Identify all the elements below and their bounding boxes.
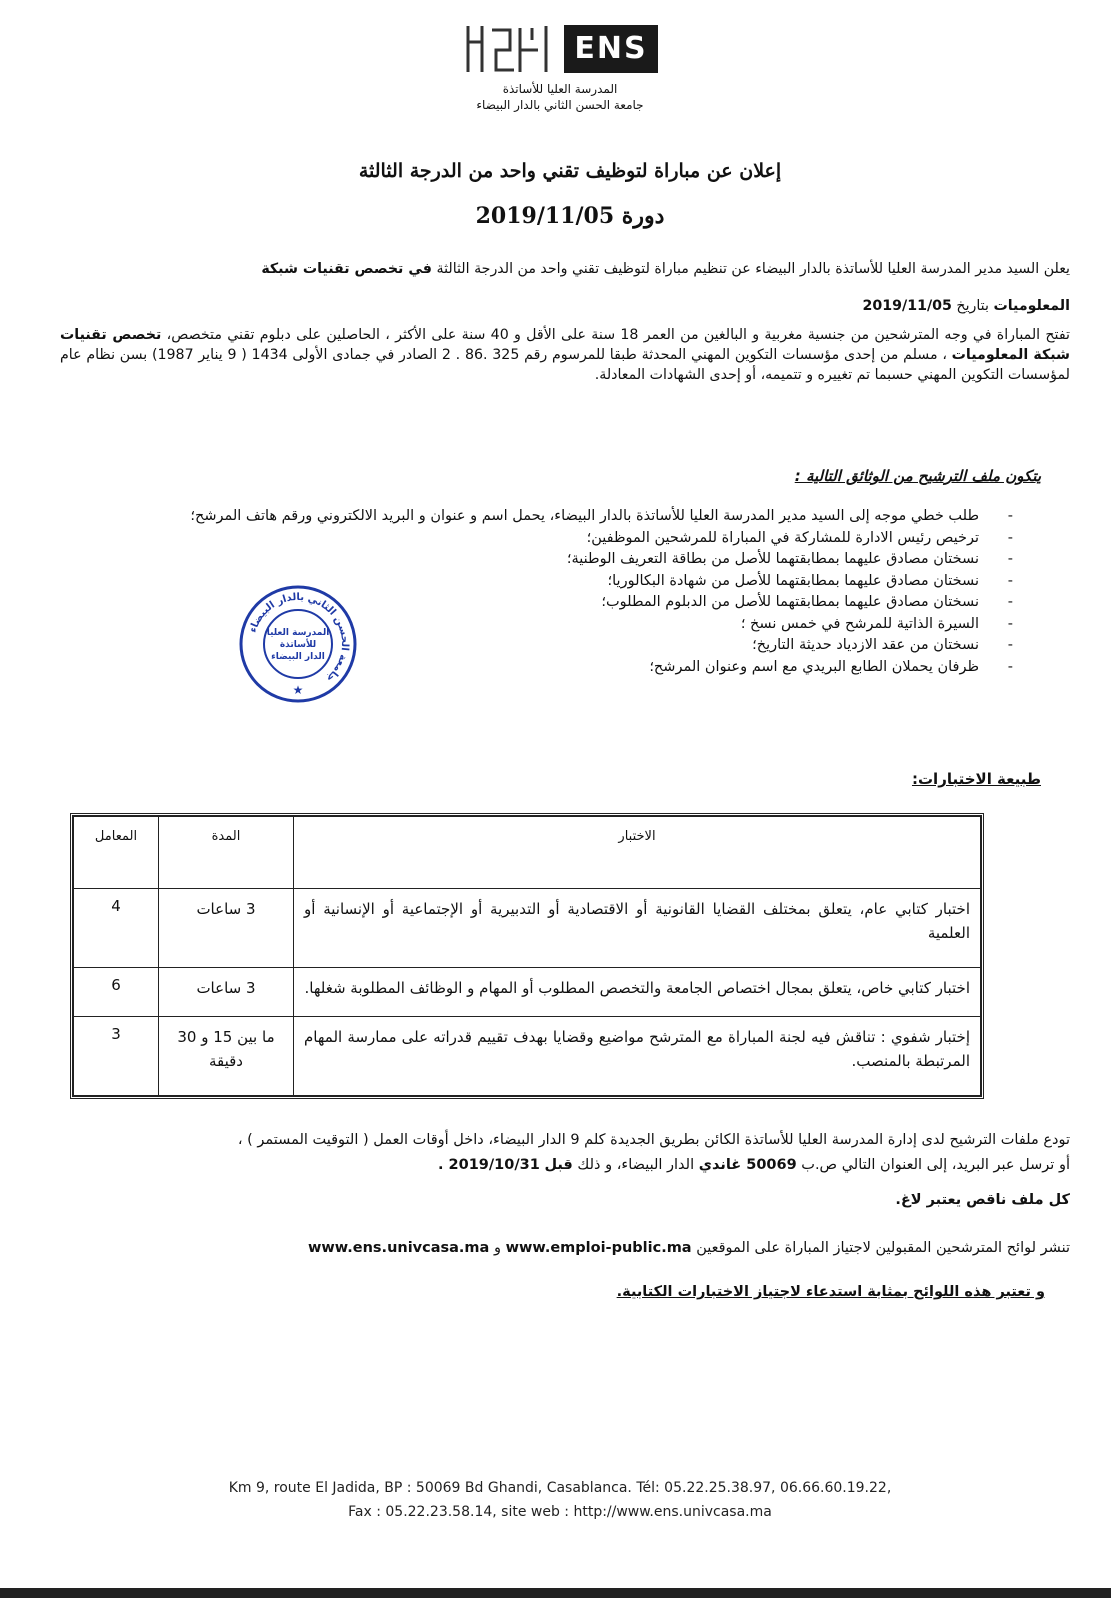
test-coefficient: 4 — [74, 889, 159, 968]
submission-line-2 — [60, 1153, 1070, 1178]
test-coefficient: 3 — [74, 1017, 159, 1096]
tests-heading: طبيعة الاختبارات: — [911, 770, 1041, 788]
test-duration: 3 ساعات — [159, 889, 294, 968]
specialty-text-end: المعلوميات — [993, 298, 1070, 314]
tests-table — [70, 813, 984, 1099]
list-item: - نسختان من عقد الازدياد حديثة التاريخ؛ — [101, 635, 1021, 657]
table-row — [74, 889, 981, 968]
list-item: - نسختان مصادق عليهما بمطابقتهما للأصل من شهادة البكالوريا؛ — [101, 571, 1021, 593]
stamp-line: للأساتذة — [279, 640, 317, 650]
list-item: - نسختان مصادق عليهما بمطابقتهما للأصل من بطاقة التعريف الوطنية؛ — [101, 549, 1021, 571]
svg-text:★: ★ — [292, 683, 304, 697]
submission-text: الدار البيضاء، و ذلك — [577, 1157, 695, 1173]
eligibility-paragraph — [60, 325, 1070, 385]
website-link-emploi[interactable]: www.emploi-public.ma — [505, 1240, 692, 1256]
test-duration: 3 ساعات — [159, 967, 294, 1017]
list-item: - السيرة الذاتية للمرشح في خمس نسخ ؛ — [101, 614, 1021, 636]
submission-paragraph — [60, 1128, 1070, 1178]
ens-glyph-icon — [462, 20, 558, 78]
deadline-date: 2019/10/31 . — [437, 1157, 540, 1173]
list-item: - نسختان مصادق عليهما بمطابقتهما للأصل من الدبلوم المطلوب؛ — [101, 592, 1021, 614]
deadline-label: قبل — [544, 1157, 573, 1173]
page-title: إعلان عن مباراة لتوظيف تقني واحد من الدرجة الثالثة — [358, 160, 782, 182]
po-box: 50069 غاندي — [698, 1157, 797, 1173]
test-description: اختبار كتابي عام، يتعلق بمختلف القضايا القانونية أو الاقتصادية أو التدبيرية أو الإجتماعية أو الإنسانية أو العلمية — [294, 889, 981, 968]
page-footer — [80, 1476, 1040, 1524]
stamp-outer-text: جامعة الحسن الثاني بالدار البيضاء — [247, 591, 351, 684]
list-item: - ظرفان يحملان الطابع البريدي مع اسم وعنوان المرشح؛ — [101, 657, 1021, 679]
stamp-line: المدرسة العليا — [266, 628, 330, 638]
intro-text: يعلن السيد مدير المدرسة العليا للأساتذة بالدار البيضاء عن تنظيم مباراة لتوظيف تقني واحد من الدرجة الثالثة — [436, 261, 1070, 277]
list-item: - طلب خطي موجه إلى السيد مدير المدرسة العليا للأساتذة بالدار البيضاء، يحمل اسم و عنوان و البريد الالكتروني ورقم هاتف المرشح؛ — [101, 506, 1021, 528]
website-link-ens[interactable]: www.ens.univcasa.ma — [308, 1240, 490, 1256]
school-name: المدرسة العليا للأساتذة — [502, 82, 618, 96]
intro-paragraph-2 — [60, 296, 1070, 317]
documents-heading: يتكون ملف الترشيح من الوثائق التالية : — [794, 467, 1041, 485]
ens-logo-text: ENS — [564, 25, 657, 73]
eligibility-text: تفتح المباراة في وجه المترشحين من جنسية مغربية و البالغين من العمر 18 سنة على الأقل و 40 سنة على الأكثر ، الحاصلين على دبلوم تقني متخصص، — [166, 327, 1070, 343]
column-header-test: الاختبار — [294, 817, 981, 889]
test-description: إختبار شفوي : تناقش فيه لجنة المباراة مع المترشح مواضيع وقضايا بهدف تقييم قدراته على ممارسة المهام المرتبطة بالمنصب. — [294, 1017, 981, 1096]
list-item: - ترخيص رئيس الادارة للمشاركة في المباراة للمرشحين الموظفين؛ — [101, 528, 1021, 550]
bottom-border — [0, 1588, 1111, 1598]
publication-line — [60, 1236, 1070, 1261]
official-stamp-icon — [237, 583, 359, 705]
test-coefficient: 6 — [74, 967, 159, 1017]
university-name: جامعة الحسن الثاني بالدار البيضاء — [476, 98, 644, 112]
table-row — [74, 1017, 981, 1096]
column-header-coef: المعامل — [74, 817, 159, 889]
date-label: بتاريخ — [956, 298, 989, 314]
column-header-duration: المدة — [159, 817, 294, 889]
session-date: دورة 2019/11/05 — [475, 203, 665, 229]
eligibility-specialty: تخصص تقنيات شبكة المعلوميات — [60, 327, 1071, 363]
test-description: اختبار كتابي خاص، يتعلق بمجال اختصاص الجامعة والتخصص المطلوب أو المهام و الوظائف المطلوبة شغلها. — [294, 967, 981, 1017]
test-duration: ما بين 15 و 30 دقيقة — [159, 1017, 294, 1096]
submission-text: أو ترسل عبر البريد، إلى العنوان التالي ص.ب — [801, 1157, 1070, 1173]
exam-date: 2019/11/05 — [862, 298, 952, 314]
publication-text: تنشر لوائح المترشحين المقبولين لاجتياز المباراة على الموقعين — [696, 1240, 1070, 1256]
footer-address: Km 9, route El Jadida, BP : 50069 Bd Ghandi, Casablanca. Tél: 05.22.25.38.97, 06.66.60.19.22, — [228, 1480, 892, 1496]
conjunction: و — [493, 1240, 501, 1256]
submission-line-1: تودع ملفات الترشيح لدى إدارة المدرسة العليا للأساتذة الكائن بطريق الجديدة كلم 9 الدار البيضاء، داخل أوقات العمل ( التوقيت المستمر ) ، — [237, 1132, 1070, 1148]
table-header-row — [74, 817, 981, 889]
table-row — [74, 967, 981, 1017]
eligibility-rest: ، مسلم من إحدى مؤسسات التكوين المهني المحدثة طبقا للمرسوم رقم 325 .86 . 2 الصادر في جمادى الأولى 1434 ( 9 يناير 1987) بسن نظام عام لمؤسسات التكوين المهني حسبما تم تغييره و تتميمه، أو إحدى الشهادات المعادلة. — [60, 347, 1070, 383]
footer-contact: Fax : 05.22.23.58.14, site web : http://www.ens.univcasa.ma — [348, 1504, 772, 1520]
stamp-line: الدار البيضاء — [271, 652, 325, 662]
incomplete-file-note: كل ملف ناقص يعتبر لاغ. — [895, 1192, 1070, 1208]
final-note: و تعتبر هذه اللوائح بمثابة استدعاء لاجتياز الاختبارات الكتابية. — [616, 1284, 1045, 1300]
institution-logo — [460, 20, 660, 112]
intro-paragraph-1 — [60, 259, 1070, 280]
specialty-text: في تخصص تقنيات شبكة — [261, 261, 432, 277]
